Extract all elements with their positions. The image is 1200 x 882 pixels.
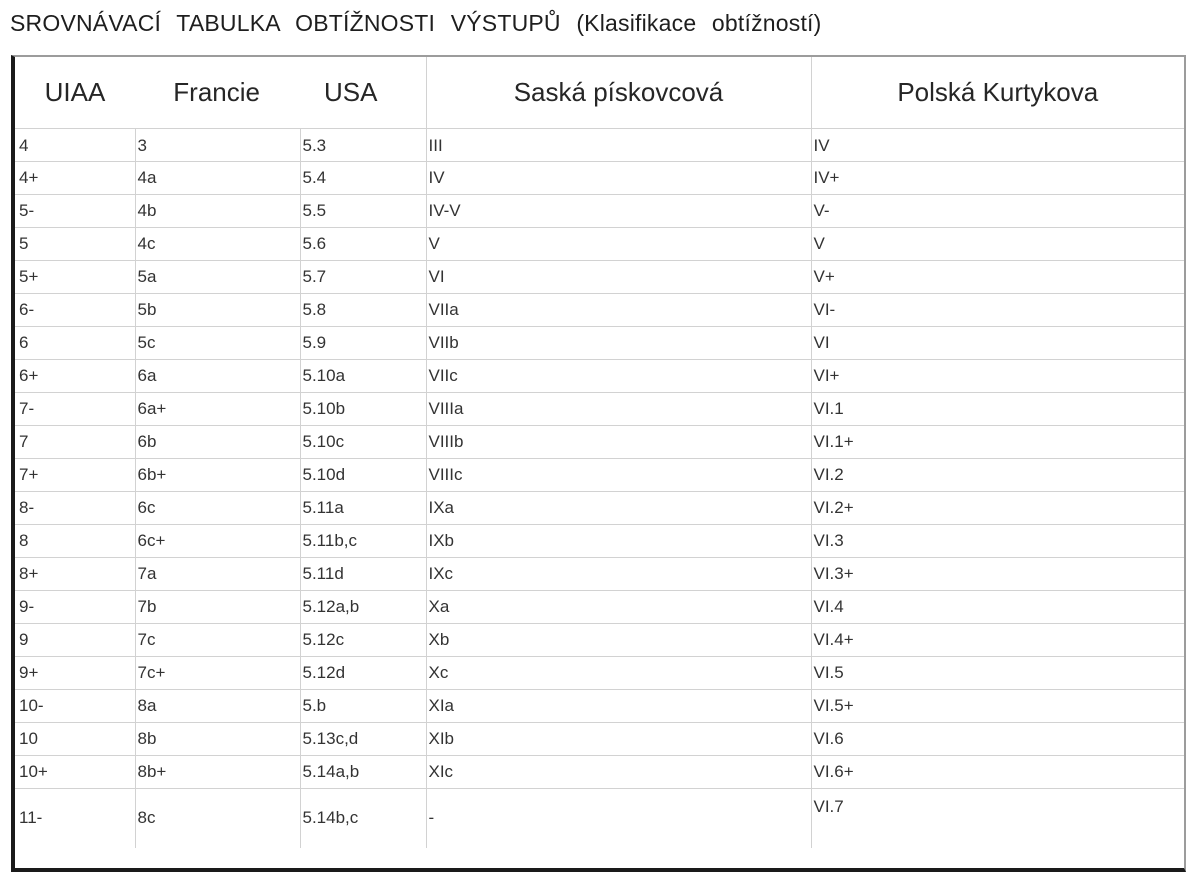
cell-usa: 5.9 bbox=[300, 327, 426, 360]
cell-polish: V bbox=[811, 228, 1184, 261]
cell-polish: VI.1 bbox=[811, 393, 1184, 426]
column-header-usa: USA bbox=[300, 57, 426, 129]
table-row bbox=[15, 492, 1184, 525]
cell-usa: 5.14b,c bbox=[300, 789, 426, 848]
cell-france: 8a bbox=[135, 690, 300, 723]
cell-saxon: IXc bbox=[426, 558, 811, 591]
cell-saxon: Xc bbox=[426, 657, 811, 690]
cell-saxon: XIc bbox=[426, 756, 811, 789]
cell-uiaa: 8- bbox=[15, 492, 135, 525]
cell-polish: IV+ bbox=[811, 162, 1184, 195]
cell-uiaa: 9 bbox=[15, 624, 135, 657]
cell-polish: VI.2 bbox=[811, 459, 1184, 492]
cell-uiaa: 10+ bbox=[15, 756, 135, 789]
cell-uiaa: 7+ bbox=[15, 459, 135, 492]
cell-polish: VI.3 bbox=[811, 525, 1184, 558]
cell-uiaa: 11- bbox=[19, 808, 43, 828]
cell-saxon: XIa bbox=[426, 690, 811, 723]
table-header-row bbox=[15, 57, 1184, 129]
cell-france: 6b bbox=[135, 426, 300, 459]
table-row bbox=[15, 327, 1184, 360]
column-header-uiaa: UIAA bbox=[15, 57, 135, 129]
cell-uiaa: 6- bbox=[15, 294, 135, 327]
cell-usa: 5.10d bbox=[300, 459, 426, 492]
cell-polish: VI.7 bbox=[811, 789, 1184, 848]
cell-saxon: III bbox=[426, 129, 811, 162]
table-row bbox=[15, 360, 1184, 393]
cell-uiaa: 4+ bbox=[15, 162, 135, 195]
cell-polish: IV bbox=[811, 129, 1184, 162]
cell-uiaa: 7- bbox=[15, 393, 135, 426]
cell-uiaa: 6 bbox=[15, 327, 135, 360]
table-row bbox=[15, 195, 1184, 228]
cell-uiaa: 5+ bbox=[15, 261, 135, 294]
cell-polish: VI.6+ bbox=[811, 756, 1184, 789]
table-row bbox=[15, 624, 1184, 657]
table-row bbox=[15, 723, 1184, 756]
cell-france: 6c bbox=[135, 492, 300, 525]
cell-saxon: IXb bbox=[426, 525, 811, 558]
cell-polish: VI.3+ bbox=[811, 558, 1184, 591]
cell-polish: VI- bbox=[811, 294, 1184, 327]
cell-usa: 5.4 bbox=[300, 162, 426, 195]
cell-usa: 5.b bbox=[300, 690, 426, 723]
cell-saxon: VIIc bbox=[426, 360, 811, 393]
table-row bbox=[15, 393, 1184, 426]
cell-saxon: VIIa bbox=[426, 294, 811, 327]
table-row bbox=[15, 591, 1184, 624]
cell-france: 3 bbox=[135, 129, 300, 162]
cell-polish: VI.2+ bbox=[811, 492, 1184, 525]
cell-usa: 5.7 bbox=[300, 261, 426, 294]
cell-usa: 5.13c,d bbox=[300, 723, 426, 756]
cell-france: 7c bbox=[135, 624, 300, 657]
cell-usa: 5.10c bbox=[300, 426, 426, 459]
cell-uiaa: 10- bbox=[15, 690, 135, 723]
cell-usa: 5.11b,c bbox=[300, 525, 426, 558]
cell-usa: 5.5 bbox=[300, 195, 426, 228]
cell-usa: 5.12c bbox=[300, 624, 426, 657]
cell-saxon: VIIb bbox=[426, 327, 811, 360]
column-header-france: Francie bbox=[135, 57, 300, 129]
cell-polish: VI.4+ bbox=[811, 624, 1184, 657]
cell-uiaa: 5- bbox=[15, 195, 135, 228]
cell-france: 6a+ bbox=[135, 393, 300, 426]
table-row bbox=[15, 228, 1184, 261]
cell-france: 7b bbox=[135, 591, 300, 624]
cell-saxon: - bbox=[426, 789, 811, 848]
cell-france: 4b bbox=[135, 195, 300, 228]
cell-polish: VI.1+ bbox=[811, 426, 1184, 459]
cell-france: 6c+ bbox=[135, 525, 300, 558]
table-row bbox=[15, 129, 1184, 162]
cell-france: 8b bbox=[135, 723, 300, 756]
column-header-polish: Polská Kurtykova bbox=[811, 57, 1184, 129]
table-row bbox=[15, 459, 1184, 492]
cell-polish: VI.5 bbox=[811, 657, 1184, 690]
cell-uiaa: 4 bbox=[15, 129, 135, 162]
cell-usa: 5.6 bbox=[300, 228, 426, 261]
grade-comparison-table bbox=[11, 55, 1186, 872]
cell-france: 6b+ bbox=[135, 459, 300, 492]
cell-usa: 5.10a bbox=[300, 360, 426, 393]
cell-saxon: V bbox=[426, 228, 811, 261]
cell-france: 5c bbox=[135, 327, 300, 360]
cell-uiaa: 7 bbox=[15, 426, 135, 459]
cell-polish: V- bbox=[811, 195, 1184, 228]
cell-usa: 5.3 bbox=[300, 129, 426, 162]
cell-france: 4a bbox=[135, 162, 300, 195]
cell-france: 6a bbox=[135, 360, 300, 393]
cell-usa: 5.8 bbox=[300, 294, 426, 327]
cell-saxon: VI bbox=[426, 261, 811, 294]
cell-saxon: Xb bbox=[426, 624, 811, 657]
cell-polish: VI.4 bbox=[811, 591, 1184, 624]
cell-uiaa: 9+ bbox=[15, 657, 135, 690]
cell-saxon: VIIIa bbox=[426, 393, 811, 426]
cell-usa: 5.12d bbox=[300, 657, 426, 690]
cell-saxon: XIb bbox=[426, 723, 811, 756]
cell-polish: VI bbox=[811, 327, 1184, 360]
cell-france: 8c bbox=[135, 789, 300, 848]
table-body bbox=[15, 129, 1184, 848]
cell-usa: 5.11a bbox=[300, 492, 426, 525]
column-header-saxon: Saská pískovcová bbox=[426, 57, 811, 129]
cell-france: 7a bbox=[135, 558, 300, 591]
cell-polish: V+ bbox=[811, 261, 1184, 294]
table-row bbox=[15, 426, 1184, 459]
cell-saxon: IXa bbox=[426, 492, 811, 525]
table-row bbox=[15, 558, 1184, 591]
cell-usa: 5.12a,b bbox=[300, 591, 426, 624]
cell-uiaa: 6+ bbox=[15, 360, 135, 393]
cell-polish: VI.6 bbox=[811, 723, 1184, 756]
cell-usa: 5.11d bbox=[300, 558, 426, 591]
table-row bbox=[15, 525, 1184, 558]
table-row bbox=[15, 756, 1184, 789]
cell-polish: VI.5+ bbox=[811, 690, 1184, 723]
cell-uiaa: 10 bbox=[15, 723, 135, 756]
page-title: SROVNÁVACÍ TABULKA OBTÍŽNOSTI VÝSTUPŮ (Klasifikace obtížností) bbox=[10, 10, 822, 36]
grade-table bbox=[15, 57, 1184, 848]
cell-uiaa: 8+ bbox=[15, 558, 135, 591]
table-row bbox=[15, 294, 1184, 327]
table-row bbox=[15, 162, 1184, 195]
cell-saxon: IV-V bbox=[426, 195, 811, 228]
cell-saxon: VIIIc bbox=[426, 459, 811, 492]
cell-france: 5a bbox=[135, 261, 300, 294]
cell-usa: 5.14a,b bbox=[300, 756, 426, 789]
cell-saxon: Xa bbox=[426, 591, 811, 624]
table-row bbox=[15, 690, 1184, 723]
cell-uiaa: 5 bbox=[15, 228, 135, 261]
cell-uiaa: 8 bbox=[15, 525, 135, 558]
cell-france: 4c bbox=[135, 228, 300, 261]
cell-saxon: IV bbox=[426, 162, 811, 195]
table-row bbox=[15, 789, 1184, 848]
cell-uiaa: 9- bbox=[15, 591, 135, 624]
cell-usa: 5.10b bbox=[300, 393, 426, 426]
cell-saxon: VIIIb bbox=[426, 426, 811, 459]
cell-polish: VI+ bbox=[811, 360, 1184, 393]
cell-france: 7c+ bbox=[135, 657, 300, 690]
table-row bbox=[15, 657, 1184, 690]
table-row bbox=[15, 261, 1184, 294]
cell-france: 8b+ bbox=[135, 756, 300, 789]
cell-france: 5b bbox=[135, 294, 300, 327]
